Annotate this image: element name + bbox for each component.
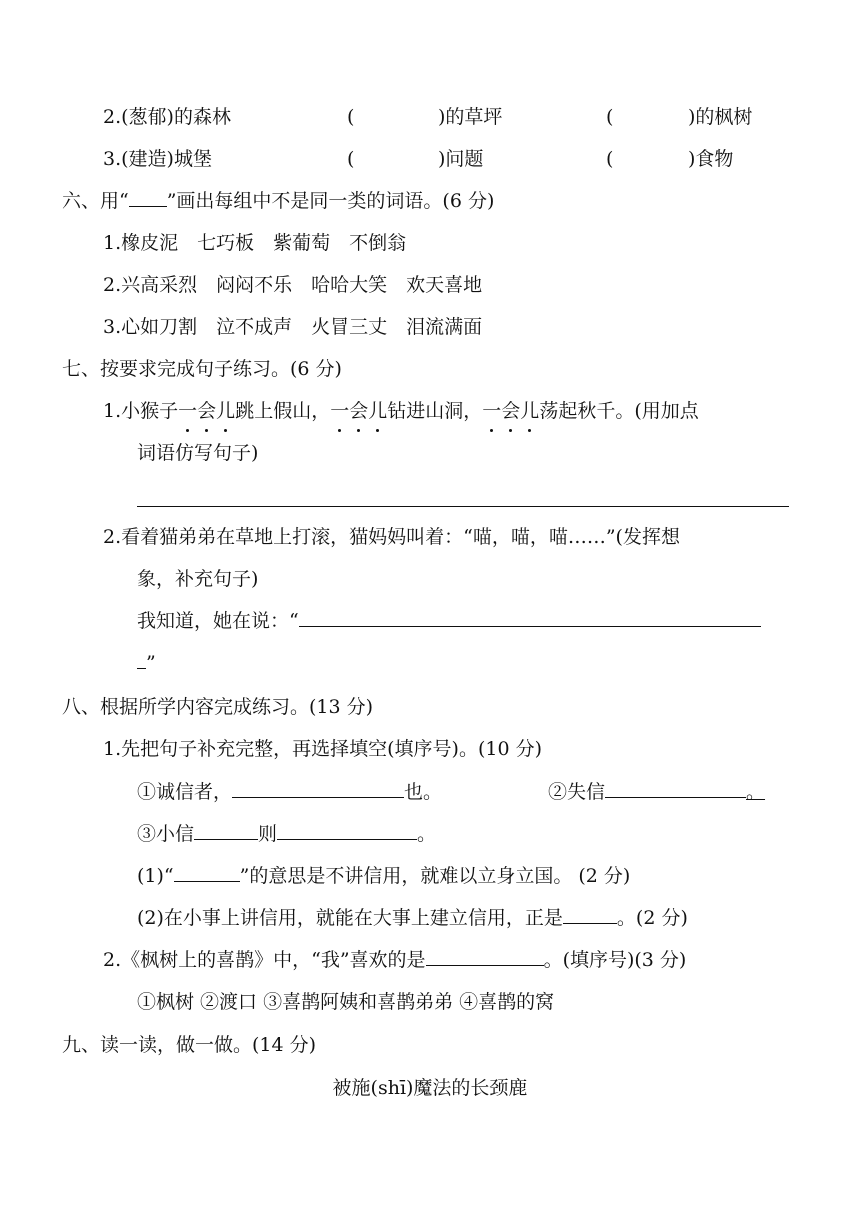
- s5-row2-a: 2.(葱郁)的森林: [103, 106, 231, 128]
- s8-q2-blank[interactable]: [426, 947, 544, 966]
- s8-p1-blank[interactable]: [174, 863, 240, 882]
- s7-q2-answer-line-end[interactable]: [137, 650, 146, 669]
- s6-heading: [62, 188, 494, 214]
- s8-options: ①枫树 ②渡口 ③喜鹊阿姨和喜鹊弟弟 ④喜鹊的窝: [137, 991, 555, 1013]
- s8-f2-blank[interactable]: [605, 779, 746, 798]
- s8-q2-post: 。(填序号)(3 分): [543, 949, 687, 971]
- underline-sample: [129, 188, 167, 207]
- s8-p1-post: ”的意思是不讲信用，就难以立身立国。 (2 分): [239, 865, 631, 887]
- dot-char: 一: [482, 400, 502, 422]
- s7-q2-line3: [137, 608, 761, 634]
- s7-q2-answer-line[interactable]: [299, 608, 761, 627]
- s7-q1-post: 荡起秋千。(用加点: [539, 400, 699, 422]
- s8-f1-post: 也。: [404, 781, 443, 803]
- dot-char: 会: [501, 400, 521, 422]
- dot-char: 会: [349, 400, 369, 422]
- s8-q1: 1.先把句子补充完整，再选择填空(填序号)。(10 分): [103, 738, 542, 760]
- s7-q1-pre: 1.小猴子: [103, 400, 179, 422]
- s8-f3-pre: ③小信: [137, 823, 195, 845]
- s5-row2-e: )的枫树: [688, 106, 753, 128]
- s5-row3-c: )问题: [438, 148, 484, 170]
- dot-char: 一: [178, 400, 198, 422]
- s5-row3-e: )食物: [688, 148, 734, 170]
- s6-heading-pre: 六、用“: [62, 190, 129, 212]
- s6-item-1: 1.橡皮泥 七巧板 紫葡萄 不倒翁: [103, 232, 407, 254]
- s8-f1-blank[interactable]: [232, 779, 404, 798]
- dotted-word-3: [482, 400, 539, 422]
- s8-p1-pre: (1)“: [137, 865, 174, 887]
- s8-heading: 八、根据所学内容完成练习。(13 分): [62, 696, 374, 718]
- s8-fill-2: [548, 779, 765, 805]
- s6-heading-post: ”画出每组中不是同一类的词语。(6 分): [166, 190, 495, 212]
- s8-f3-post: 。: [417, 823, 437, 845]
- s5-row3-a: 3.(建造)城堡: [103, 148, 212, 170]
- s7-q2-line2: 象，补充句子): [137, 568, 259, 590]
- dotted-word-2: [330, 400, 387, 422]
- s5-row3-d: (: [606, 148, 614, 170]
- s5-row3-b: (: [347, 148, 355, 170]
- s8-part-2: [137, 905, 688, 931]
- s7-q2-line1: 2.看着猫弟弟在草地上打滚，猫妈妈叫着：“喵，喵，喵……”(发挥想: [103, 526, 680, 548]
- s8-q2: [103, 947, 686, 973]
- dot-char: 儿: [368, 400, 388, 422]
- s8-f2-pre: ②失信: [548, 781, 606, 803]
- s5-row2-c: )的草坪: [438, 106, 503, 128]
- s5-row2-d: (: [606, 106, 614, 128]
- dot-char: 儿: [520, 400, 540, 422]
- s6-item-2: 2.兴高采烈 闷闷不乐 哈哈大笑 欢天喜地: [103, 274, 483, 296]
- s7-q2-line4: [137, 650, 156, 676]
- s8-f1-pre: ①诚信者，: [137, 781, 233, 803]
- dot-char: 儿: [216, 400, 236, 422]
- s7-q1-answer-line[interactable]: [137, 506, 789, 507]
- s8-p2-pre: (2)在小事上讲信用，就能在大事上建立信用，正是: [137, 907, 563, 929]
- s8-fill-1: [137, 779, 442, 805]
- dot-char: 一: [330, 400, 350, 422]
- s8-q2-pre: 2.《枫树上的喜鹊》中，“我”喜欢的是: [103, 949, 426, 971]
- s8-part-1: [137, 863, 630, 889]
- dot-char: 会: [197, 400, 217, 422]
- s9-heading: 九、读一读，做一做。(14 分): [62, 1034, 317, 1056]
- s8-f3-mid: 则: [258, 823, 278, 845]
- s7-q1-mid2: 钻进山洞，: [387, 400, 483, 422]
- s7-q2-closing-quote: ”: [146, 652, 156, 674]
- s8-f3-blank-2[interactable]: [277, 821, 417, 840]
- s7-heading: 七、按要求完成句子练习。(6 分): [62, 358, 342, 380]
- s7-q1-line2: 词语仿写句子): [137, 442, 259, 464]
- s5-row2-b: (: [347, 106, 355, 128]
- s7-q1-mid1: 跳上假山，: [235, 400, 331, 422]
- s8-fill-3: [137, 821, 436, 847]
- s9-title: 被施(shī)魔法的长颈鹿: [332, 1077, 528, 1099]
- s8-f3-blank-1[interactable]: [194, 821, 258, 840]
- s8-f2-post: 。: [746, 781, 766, 803]
- dotted-word-1: [178, 400, 235, 422]
- s7-q2-prompt: 我知道，她在说：“: [137, 610, 299, 632]
- s7-q1-line1: [103, 398, 699, 424]
- s8-p2-post: 。(2 分): [616, 907, 688, 929]
- s6-item-3: 3.心如刀割 泣不成声 火冒三丈 泪流满面: [103, 316, 483, 338]
- s8-p2-blank[interactable]: [563, 905, 617, 924]
